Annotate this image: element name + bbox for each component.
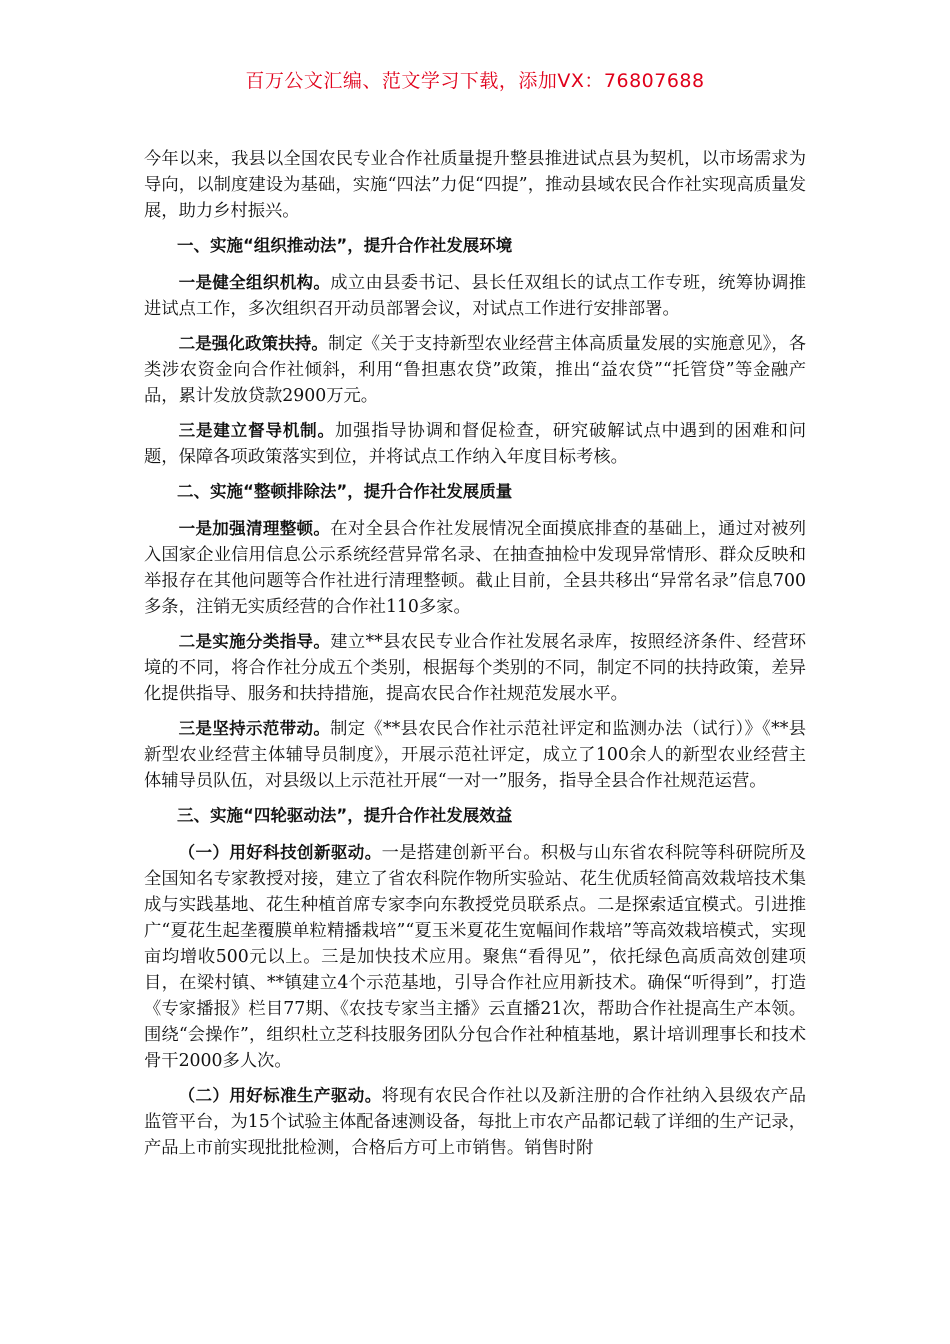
paragraph-text: 制定《**县农民合作社示范社评定和监测办法（试行）》《**县新型农业经营主体辅导员制度》，开展示范社评定，成立了100余人的新型农业经营主体辅导员队伍，对县级以上示范社开展“一对一”服务，指导全县合作社规范运营。: [144, 719, 806, 791]
paragraph-text: 将现有农民合作社以及新注册的合作社纳入县级农产品监管平台，为15个试验主体配备速测设备，每批上市农产品都记载了详细的生产记录，产品上市前实现批批检测，合格后方可上市销售。销售时附: [144, 1086, 806, 1158]
body-paragraph: [144, 1083, 806, 1161]
body-paragraph: [144, 629, 806, 707]
body-paragraph: [144, 516, 806, 620]
paragraph-text: 建立**县农民专业合作社发展名录库，按照经济条件、经营环境的不同，将合作社分成五个类别，根据每个类别的不同，制定不同的扶持政策，差异化提供指导、服务和扶持措施，提高农民合作社规范发展水平。: [144, 632, 806, 704]
header-banner: 百万公文汇编、范文学习下载，添加VX：76807688: [245, 70, 705, 92]
paragraph-lead: 一是健全组织机构。: [178, 273, 331, 292]
body-paragraph: [144, 840, 806, 1074]
section-heading: 三、实施“四轮驱动法”，提升合作社发展效益: [177, 806, 513, 825]
paragraph-lead: 二是实施分类指导。: [178, 632, 331, 651]
paragraph-text: 加强指导协调和督促检查，研究破解试点中遇到的困难和问题，保障各项政策落实到位，并将试点工作纳入年度目标考核。: [144, 421, 806, 467]
paragraph-text: 一是搭建创新平台。积极与山东省农科院等科研院所及全国知名专家教授对接，建立了省农科院作物所实验站、花生优质轻简高效栽培技术集成与实践基地、花生种植首席专家李向东教授党员联系点。二是探索适宜模式。引进推广“夏花生起垄覆膜单粒精播栽培”“夏玉米夏花生宽幅间作栽培”等高效栽培模式，实现亩均增收500元以上。三是加快技术应用。聚焦“看得见”，依托绿色高质高效创建项目，在梁村镇、**镇建立4个示范基地，引导合作社应用新技术。确保“听得到”，打造《专家播报》栏目77期、《农技专家当主播》云直播21次，帮助合作社提高生产本领。围绕“会操作”，组织杜立芝科技服务团队分包合作社种植基地，累计培训理事长和技术骨干2000多人次。: [144, 843, 806, 1071]
section-heading: 一、实施“组织推动法”，提升合作社发展环境: [177, 236, 513, 255]
document-body: [144, 146, 806, 1170]
body-paragraph: [144, 270, 806, 322]
paragraph-text: 制定《关于支持新型农业经营主体高质量发展的实施意见》，各类涉农资金向合作社倾斜，利用“鲁担惠农贷”政策，推出“益农贷”“托管贷”等金融产品，累计发放贷款2900万元。: [144, 334, 807, 406]
paragraph-text: 成立由县委书记、县长任双组长的试点工作专班，统筹协调推进试点工作，多次组织召开动员部署会议，对试点工作进行安排部署。: [144, 273, 806, 319]
paragraph-lead: 三是坚持示范带动。: [178, 719, 331, 738]
body-paragraph: [144, 418, 806, 470]
intro-paragraph: 今年以来，我县以全国农民专业合作社质量提升整县推进试点县为契机，以市场需求为导向，以制度建设为基础，实施“四法”力促“四提”，推动县域农民合作社实现高质量发展，助力乡村振兴。: [144, 149, 806, 221]
body-paragraph: [144, 331, 806, 409]
paragraph-lead: （二）用好标准生产驱动。: [178, 1086, 382, 1105]
paragraph-lead: 三是建立督导机制。: [178, 421, 335, 440]
body-paragraph: [144, 716, 806, 794]
paragraph-text: 在对全县合作社发展情况全面摸底排查的基础上，通过对被列入国家企业信用信息公示系统经营异常名录、在抽查抽检中发现异常情形、群众反映和举报存在其他问题等合作社进行清理整顿。截止目前，全县共移出“异常名录”信息700多条，注销无实质经营的合作社110多家。: [144, 519, 806, 617]
paragraph-lead: 二是强化政策扶持。: [178, 334, 329, 353]
section-heading: 二、实施“整顿排除法”，提升合作社发展质量: [177, 482, 513, 501]
paragraph-lead: 一是加强清理整顿。: [178, 519, 331, 538]
paragraph-lead: （一）用好科技创新驱动。: [178, 843, 382, 862]
